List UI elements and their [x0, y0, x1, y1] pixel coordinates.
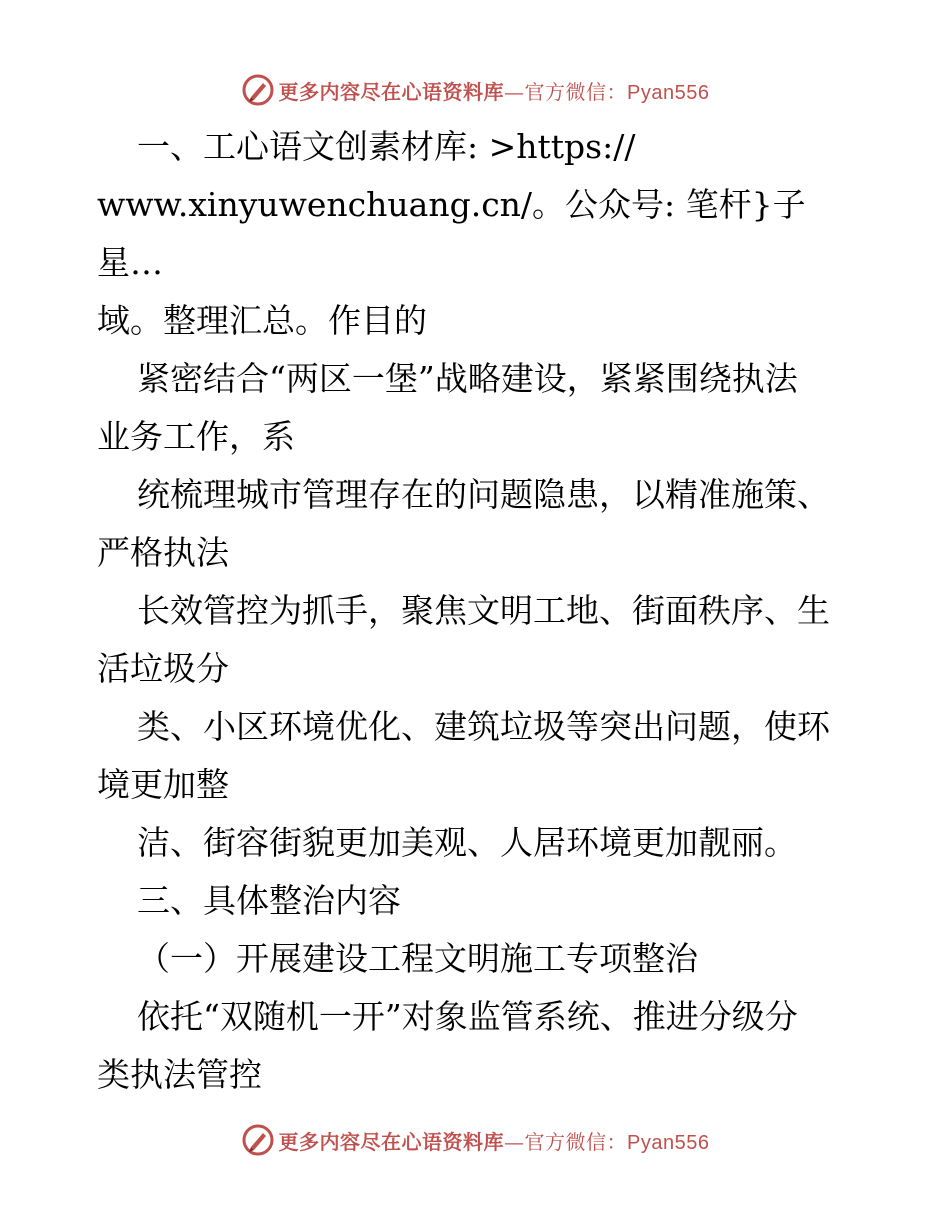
footer-banner-label: 官方微信：	[524, 1129, 628, 1154]
footer-banner-text	[279, 1126, 710, 1155]
subsection-heading: （一）开展建设工程文明施工专项整治	[137, 939, 698, 978]
header-banner-text	[279, 76, 710, 105]
body-line: 类、小区环境优化、建筑垃圾等突出问题，使环	[137, 707, 830, 746]
footer-banner	[0, 1120, 950, 1160]
footer-banner-handle: Pyan556	[627, 1131, 710, 1154]
body-line: 业务工作，系	[97, 417, 295, 456]
body-line: 紧密结合“两区一堡”战略建设，紧紧围绕执法	[137, 359, 798, 398]
header-banner	[0, 70, 950, 110]
footer-banner-brand: 更多内容尽在心语资料库	[278, 1129, 505, 1154]
body-line: 长效管控为抓手，聚焦文明工地、街面秩序、生	[137, 591, 830, 630]
body-line: 依托“双随机一开”对象监管系统、推进分级分	[137, 997, 798, 1036]
pen-logo-icon	[241, 1123, 275, 1157]
section-heading: 三、具体整治内容	[137, 881, 401, 920]
body-line: 境更加整	[97, 765, 229, 804]
header-banner-brand: 更多内容尽在心语资料库	[278, 79, 505, 104]
body-line: 一、工心语文创素材库: >https://	[137, 127, 636, 166]
header-banner-label: 官方微信：	[524, 79, 628, 104]
body-line: 域。整理汇总。作目的	[97, 301, 427, 340]
footer-banner-dash: —	[504, 1129, 525, 1154]
body-line: 类执法管控	[97, 1055, 262, 1094]
body-line: www.xinyuwenchuang.cn/。公众号: 笔杆}子星…	[97, 185, 806, 282]
pen-logo-icon	[241, 73, 275, 107]
body-line: 洁、街容街貌更加美观、人居环境更加靓丽。	[137, 823, 797, 862]
header-banner-dash: —	[504, 79, 525, 104]
body-line: 严格执法	[97, 533, 229, 572]
body-line: 活垃圾分	[97, 649, 229, 688]
header-banner-handle: Pyan556	[627, 81, 710, 104]
document-body	[97, 118, 857, 1104]
body-line: 统梳理城市管理存在的问题隐患，以精准施策、	[137, 475, 830, 514]
